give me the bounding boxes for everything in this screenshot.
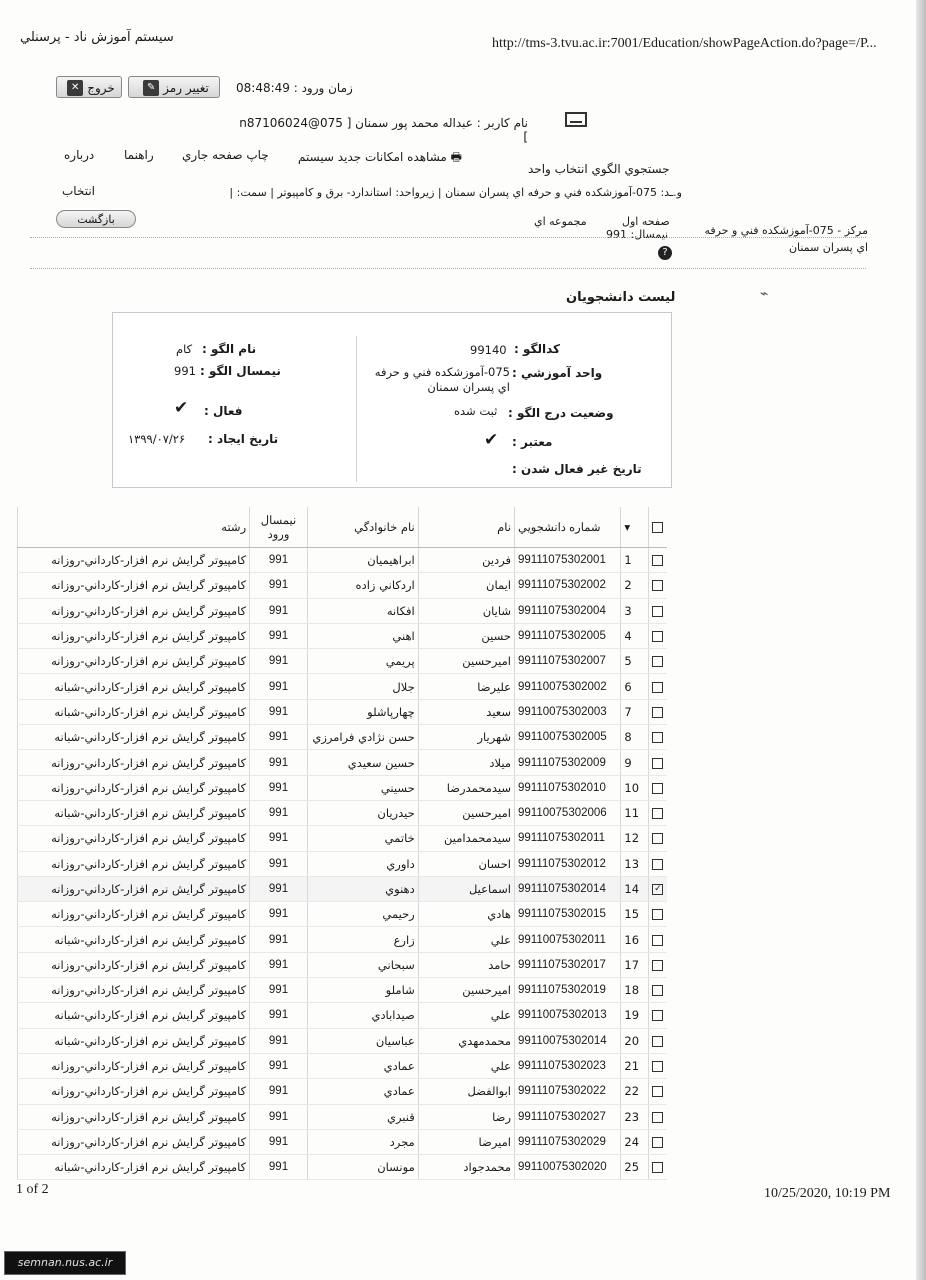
table-row[interactable]: [18, 1079, 668, 1104]
row-checkbox[interactable]: [648, 623, 667, 648]
row-checkbox[interactable]: [648, 548, 667, 573]
scan-edge: [916, 0, 926, 1280]
status-label: وضعيت درج الگو :: [508, 406, 614, 420]
student-number: 99111075302027: [515, 1104, 621, 1129]
table-row[interactable]: [18, 851, 668, 876]
table-row[interactable]: [18, 800, 668, 825]
row-checkbox[interactable]: [648, 826, 667, 851]
checkbox-icon[interactable]: [652, 1137, 663, 1148]
row-number: 21: [621, 1053, 648, 1078]
student-number: 99111075302017: [515, 952, 621, 977]
checkbox-icon[interactable]: [652, 732, 663, 743]
student-number: 99111075302019: [515, 978, 621, 1003]
unit-info: و.ـد: 075-آموزشكده فني و حرفه اي پسران سمنان | زيرواحد: استاندارد- برق و كامپيوتر | سمت: |: [229, 186, 682, 199]
last-name: حيدريان: [307, 800, 418, 825]
active-check-icon: ✔: [174, 398, 189, 418]
header-semester[interactable]: نيمسال ورود: [250, 507, 308, 548]
student-number: 99110075302006: [515, 800, 621, 825]
divider: [30, 268, 866, 269]
row-number: 12: [621, 826, 648, 851]
bird-icon: ⌁: [760, 286, 769, 302]
entry-semester: 991: [250, 750, 308, 775]
students-table: [17, 507, 667, 1180]
student-number: 99110075302020: [515, 1155, 621, 1180]
entry-semester: 991: [250, 548, 308, 573]
last-name: سبحاني: [307, 952, 418, 977]
checkbox-icon[interactable]: [652, 656, 663, 667]
site-watermark: semnan.nus.ac.ir: [4, 1251, 126, 1275]
major: كامپيوتر گرايش نرم افزار-كارداني-شبانه: [18, 674, 250, 699]
back-button[interactable]: بازگشت: [56, 210, 136, 228]
row-checkbox[interactable]: [648, 952, 667, 977]
last-name: پريمي: [307, 649, 418, 674]
row-checkbox[interactable]: [648, 978, 667, 1003]
student-number: 99111075302011: [515, 826, 621, 851]
entry-semester: 991: [250, 927, 308, 952]
checkbox-icon[interactable]: [652, 580, 663, 591]
row-checkbox[interactable]: [648, 649, 667, 674]
row-checkbox[interactable]: [648, 775, 667, 800]
first-name: محمدمهدي: [418, 1028, 514, 1053]
entry-semester: 991: [250, 775, 308, 800]
last-name: جلال: [307, 674, 418, 699]
table-row[interactable]: [18, 750, 668, 775]
major: كامپيوتر گرايش نرم افزار-كارداني-روزانه: [18, 598, 250, 623]
table-row[interactable]: [18, 826, 668, 851]
checkbox-icon[interactable]: [652, 1061, 663, 1072]
student-number: 99110075302002: [515, 674, 621, 699]
major: كامپيوتر گرايش نرم افزار-كارداني-روزانه: [18, 902, 250, 927]
menu-new-features[interactable]: [298, 148, 462, 169]
checkbox-icon[interactable]: [652, 1010, 663, 1021]
major: كامپيوتر گرايش نرم افزار-كارداني-شبانه: [18, 1028, 250, 1053]
student-number: 99111075302002: [515, 573, 621, 598]
first-name: اميرضا: [418, 1129, 514, 1154]
checkbox-icon[interactable]: [652, 859, 663, 870]
last-name: مونسان: [307, 1155, 418, 1180]
pencil-icon: ✎: [143, 80, 159, 96]
major: كامپيوتر گرايش نرم افزار-كارداني-روزانه: [18, 978, 250, 1003]
table-row[interactable]: [18, 952, 668, 977]
row-checkbox[interactable]: [648, 1155, 667, 1180]
first-name: علي: [418, 1053, 514, 1078]
row-checkbox[interactable]: [648, 927, 667, 952]
first-name: هادي: [418, 902, 514, 927]
first-name: سيدمحمدامين: [418, 826, 514, 851]
table-row[interactable]: [18, 623, 668, 648]
first-name: شهريار: [418, 725, 514, 750]
panel-divider: [356, 336, 357, 482]
menu-print-page[interactable]: چاپ صفحه جاري: [182, 148, 269, 162]
first-name: ابوالفضل: [418, 1079, 514, 1104]
row-number: 9: [621, 750, 648, 775]
last-name: صيدابادي: [307, 1003, 418, 1028]
major: كامپيوتر گرايش نرم افزار-كارداني-روزانه: [18, 1129, 250, 1154]
table-row[interactable]: [18, 674, 668, 699]
checkbox-icon[interactable]: [652, 1162, 663, 1173]
row-number: 4: [621, 623, 648, 648]
change-password-button[interactable]: [128, 76, 220, 98]
row-checkbox[interactable]: [648, 902, 667, 927]
entry-semester: 991: [250, 725, 308, 750]
entry-semester: 991: [250, 851, 308, 876]
student-number: 99111075302022: [515, 1079, 621, 1104]
major: كامپيوتر گرايش نرم افزار-كارداني-روزانه: [18, 548, 250, 573]
student-number: 99110075302011: [515, 927, 621, 952]
first-name: عليرضا: [418, 674, 514, 699]
row-number: 20: [621, 1028, 648, 1053]
entry-semester: 991: [250, 699, 308, 724]
last-name: داوري: [307, 851, 418, 876]
row-checkbox[interactable]: [648, 1104, 667, 1129]
checkbox-icon[interactable]: [652, 606, 663, 617]
pattern-semester-value: 991: [174, 364, 196, 378]
table-row[interactable]: [18, 1155, 668, 1180]
row-checkbox[interactable]: [648, 725, 667, 750]
last-name: اهني: [307, 623, 418, 648]
table-header-row: [18, 507, 668, 548]
row-number: 7: [621, 699, 648, 724]
checkbox-icon[interactable]: [652, 909, 663, 920]
select-all-checkbox[interactable]: [648, 507, 667, 548]
major: كامپيوتر گرايش نرم افزار-كارداني-روزانه: [18, 876, 250, 901]
row-number: 24: [621, 1129, 648, 1154]
row-number: 6: [621, 674, 648, 699]
row-number: 3: [621, 598, 648, 623]
checkbox-icon[interactable]: [652, 555, 663, 566]
last-name: حسن نژادي فرامرزي: [307, 725, 418, 750]
login-time: زمان ورود : 08:48:49: [236, 81, 353, 95]
collection-link[interactable]: مجموعه اي: [534, 215, 587, 228]
major: كامپيوتر گرايش نرم افزار-كارداني-شبانه: [18, 1003, 250, 1028]
table-row[interactable]: [18, 1003, 668, 1028]
student-number: 99111075302010: [515, 775, 621, 800]
first-name: حسين: [418, 623, 514, 648]
semester-info: نيمسال: 991: [606, 228, 669, 241]
menu-about[interactable]: درباره: [64, 148, 95, 162]
entry-semester: 991: [250, 598, 308, 623]
entry-semester: 991: [250, 800, 308, 825]
student-number: 99111075302023: [515, 1053, 621, 1078]
first-name: ايمان: [418, 573, 514, 598]
row-number: 25: [621, 1155, 648, 1180]
row-checkbox[interactable]: [648, 1003, 667, 1028]
checkbox-icon[interactable]: [652, 1112, 663, 1123]
entry-semester: 991: [250, 1129, 308, 1154]
checkbox-icon[interactable]: [652, 758, 663, 769]
columns-menu-icon[interactable]: ▾: [621, 507, 648, 548]
table-row[interactable]: [18, 598, 668, 623]
entry-semester: 991: [250, 978, 308, 1003]
student-number: 99111075302007: [515, 649, 621, 674]
table-row[interactable]: [18, 927, 668, 952]
checkbox-icon[interactable]: [652, 1036, 663, 1047]
menu-pattern-search[interactable]: جستجوي الگوي انتخاب واحد: [528, 162, 670, 176]
row-checkbox[interactable]: [648, 1079, 667, 1104]
student-number: 99110075302005: [515, 725, 621, 750]
inactive-date-label: تاريخ غير فعال شدن :: [512, 462, 642, 476]
checkbox-icon[interactable]: [652, 960, 663, 971]
row-number: 15: [621, 902, 648, 927]
table-row[interactable]: [18, 725, 668, 750]
table-row[interactable]: [18, 775, 668, 800]
menu-new-features-label: مشاهده امكانات جديد سيستم: [298, 150, 447, 164]
row-number: 14: [621, 876, 648, 901]
row-checkbox[interactable]: [648, 800, 667, 825]
major: كامپيوتر گرايش نرم افزار-كارداني-شبانه: [18, 1155, 250, 1180]
printer-icon: 🖶: [446, 150, 462, 164]
entry-semester: 991: [250, 1079, 308, 1104]
last-name: عباسيان: [307, 1028, 418, 1053]
page-count: 1 of 2: [16, 1182, 49, 1197]
last-name: حسيني: [307, 775, 418, 800]
checkbox-icon[interactable]: [652, 833, 663, 844]
last-name: خاتمي: [307, 826, 418, 851]
checkbox-icon[interactable]: [652, 1086, 663, 1097]
entry-semester: 991: [250, 826, 308, 851]
active-label: فعال :: [204, 404, 243, 418]
exit-label: خروج: [87, 81, 115, 95]
first-name: رضا: [418, 1104, 514, 1129]
major: كامپيوتر گرايش نرم افزار-كارداني-روزانه: [18, 826, 250, 851]
row-number: 5: [621, 649, 648, 674]
first-name: ميلاد: [418, 750, 514, 775]
row-number: 11: [621, 800, 648, 825]
last-name: حسين سعيدي: [307, 750, 418, 775]
table-row[interactable]: [18, 978, 668, 1003]
status-value: ثبت شده: [454, 404, 498, 418]
exit-icon: ✕: [67, 80, 83, 96]
table-row[interactable]: [18, 548, 668, 573]
entry-semester: 991: [250, 1028, 308, 1053]
row-number: 16: [621, 927, 648, 952]
first-name: اميرحسين: [418, 649, 514, 674]
last-name: چهارپاشلو: [307, 699, 418, 724]
major: كامپيوتر گرايش نرم افزار-كارداني-روزانه: [18, 1104, 250, 1129]
center-info: مركز - 075-آموزشكده فني و حرفه اي پسران سمنان: [704, 224, 868, 254]
major: كامپيوتر گرايش نرم افزار-كارداني-روزانه: [18, 775, 250, 800]
table-row[interactable]: [18, 573, 668, 598]
major: كامپيوتر گرايش نرم افزار-كارداني-روزانه: [18, 573, 250, 598]
checkbox-icon[interactable]: [652, 808, 663, 819]
print-url: http://tms-3.tvu.ac.ir:7001/Education/showPageAction.do?page=/P...: [492, 36, 877, 51]
student-number: 99111075302009: [515, 750, 621, 775]
header-major[interactable]: رشته: [18, 507, 250, 548]
major: كامپيوتر گرايش نرم افزار-كارداني-روزانه: [18, 952, 250, 977]
student-number: 99111075302005: [515, 623, 621, 648]
major: كامپيوتر گرايش نرم افزار-كارداني-روزانه: [18, 623, 250, 648]
first-name: علي: [418, 1003, 514, 1028]
first-name: سيدمحمدرضا: [418, 775, 514, 800]
table-row[interactable]: [18, 876, 668, 901]
first-name: اميرحسين: [418, 978, 514, 1003]
row-checkbox[interactable]: [648, 573, 667, 598]
checkbox-icon[interactable]: [652, 935, 663, 946]
unit-value: 075-آموزشكده فني و حرفه اي پسران سمنان: [374, 365, 510, 394]
major: كامپيوتر گرايش نرم افزار-كارداني-روزانه: [18, 649, 250, 674]
row-number: 8: [621, 725, 648, 750]
valid-label: معتبر :: [512, 435, 553, 449]
entry-semester: 991: [250, 1053, 308, 1078]
row-number: 17: [621, 952, 648, 977]
entry-semester: 991: [250, 876, 308, 901]
entry-semester: 991: [250, 623, 308, 648]
major: كامپيوتر گرايش نرم افزار-كارداني-شبانه: [18, 699, 250, 724]
last-name: مجرد: [307, 1129, 418, 1154]
divider: [30, 237, 866, 238]
header-last-name[interactable]: نام خانوادگي: [307, 507, 418, 548]
row-checkbox[interactable]: [648, 876, 667, 901]
first-name: علي: [418, 927, 514, 952]
row-number: 13: [621, 851, 648, 876]
major: كامپيوتر گرايش نرم افزار-كارداني-روزانه: [18, 750, 250, 775]
help-icon[interactable]: ?: [658, 246, 672, 260]
major: كامپيوتر گرايش نرم افزار-كارداني-شبانه: [18, 725, 250, 750]
checkbox-icon[interactable]: [652, 783, 663, 794]
major: كامپيوتر گرايش نرم افزار-كارداني-روزانه: [18, 1079, 250, 1104]
exit-button[interactable]: [56, 76, 122, 98]
last-name: قنبري: [307, 1104, 418, 1129]
table-row[interactable]: [18, 1028, 668, 1053]
first-name: اميرحسين: [418, 800, 514, 825]
entry-semester: 991: [250, 952, 308, 977]
last-name: ابراهيميان: [307, 548, 418, 573]
print-page-title: سيستم آموزش ناد - پرسنلي: [20, 30, 174, 45]
created-date-label: تاريخ ايجاد :: [208, 432, 279, 446]
checkbox-icon[interactable]: [652, 682, 663, 693]
first-page-link[interactable]: صفحه اول: [622, 215, 670, 228]
entry-semester: 991: [250, 573, 308, 598]
first-name: سعيد: [418, 699, 514, 724]
student-number: 99111075302001: [515, 548, 621, 573]
student-number: 99110075302014: [515, 1028, 621, 1053]
printed-timestamp: 10/25/2020, 10:19 PM: [764, 1186, 891, 1201]
change-password-label: تغيير رمز: [163, 81, 209, 95]
first-name: شايان: [418, 598, 514, 623]
header-student-no[interactable]: شماره دانشجويي: [515, 507, 621, 548]
select-link[interactable]: انتخاب: [62, 184, 95, 198]
table-row[interactable]: [18, 649, 668, 674]
checkbox-icon[interactable]: [652, 707, 663, 718]
student-number: 99110075302003: [515, 699, 621, 724]
row-number: 2: [621, 573, 648, 598]
last-name: شاملو: [307, 978, 418, 1003]
major: كامپيوتر گرايش نرم افزار-كارداني-روزانه: [18, 851, 250, 876]
checkbox-icon[interactable]: [652, 631, 663, 642]
code-label: كدالگو :: [514, 342, 561, 356]
first-name: حامد: [418, 952, 514, 977]
pattern-name-value: كام: [176, 342, 193, 356]
row-checkbox[interactable]: [648, 674, 667, 699]
mail-icon[interactable]: [565, 112, 587, 127]
user-info: نام كاربر : عبداله محمد پور سمنان [ n87106024@075 ]: [239, 116, 528, 144]
table-row[interactable]: [18, 1104, 668, 1129]
student-number: 99111075302029: [515, 1129, 621, 1154]
row-checkbox[interactable]: [648, 851, 667, 876]
entry-semester: 991: [250, 649, 308, 674]
last-name: اردكاني زاده: [307, 573, 418, 598]
major: كامپيوتر گرايش نرم افزار-كارداني-روزانه: [18, 1053, 250, 1078]
checkbox-icon[interactable]: [652, 985, 663, 996]
row-checkbox[interactable]: [648, 750, 667, 775]
checked-box-icon[interactable]: ✓: [654, 884, 662, 894]
student-number: 99110075302013: [515, 1003, 621, 1028]
row-number: 23: [621, 1104, 648, 1129]
student-number: 99111075302015: [515, 902, 621, 927]
row-number: 10: [621, 775, 648, 800]
table-row[interactable]: [18, 1129, 668, 1154]
menu-help[interactable]: راهنما: [124, 148, 154, 162]
entry-semester: 991: [250, 674, 308, 699]
major: كامپيوتر گرايش نرم افزار-كارداني-شبانه: [18, 800, 250, 825]
row-number: 22: [621, 1079, 648, 1104]
created-date-value: ۱۳۹۹/۰۷/۲۶: [128, 432, 186, 446]
valid-check-icon: ✔: [484, 430, 499, 450]
row-checkbox[interactable]: [648, 598, 667, 623]
row-checkbox[interactable]: [648, 1129, 667, 1154]
table-row[interactable]: [18, 902, 668, 927]
first-name: فردين: [418, 548, 514, 573]
row-number: 18: [621, 978, 648, 1003]
last-name: دهنوي: [307, 876, 418, 901]
major: كامپيوتر گرايش نرم افزار-كارداني-شبانه: [18, 927, 250, 952]
table-row[interactable]: [18, 1053, 668, 1078]
last-name: عمادي: [307, 1079, 418, 1104]
row-number: 1: [621, 548, 648, 573]
first-name: اسماعيل: [418, 876, 514, 901]
student-number: 99111075302014: [515, 876, 621, 901]
unit-label: واحد آموزشي :: [512, 366, 603, 380]
row-checkbox[interactable]: [648, 1053, 667, 1078]
entry-semester: 991: [250, 1003, 308, 1028]
last-name: عمادي: [307, 1053, 418, 1078]
row-number: 19: [621, 1003, 648, 1028]
header-first-name[interactable]: نام: [418, 507, 514, 548]
last-name: رحيمي: [307, 902, 418, 927]
entry-semester: 991: [250, 1155, 308, 1180]
list-title: ليست دانشجويان: [566, 290, 676, 305]
student-number: 99111075302004: [515, 598, 621, 623]
entry-semester: 991: [250, 1104, 308, 1129]
last-name: زارع: [307, 927, 418, 952]
row-checkbox[interactable]: [648, 1028, 667, 1053]
table-row[interactable]: [18, 699, 668, 724]
student-number: 99111075302012: [515, 851, 621, 876]
first-name: محمدجواد: [418, 1155, 514, 1180]
code-value: 99140: [470, 343, 507, 357]
row-checkbox[interactable]: [648, 699, 667, 724]
entry-semester: 991: [250, 902, 308, 927]
pattern-semester-label: نيمسال الگو :: [200, 364, 281, 378]
last-name: افكانه: [307, 598, 418, 623]
pattern-name-label: نام الگو :: [202, 342, 257, 356]
first-name: احسان: [418, 851, 514, 876]
